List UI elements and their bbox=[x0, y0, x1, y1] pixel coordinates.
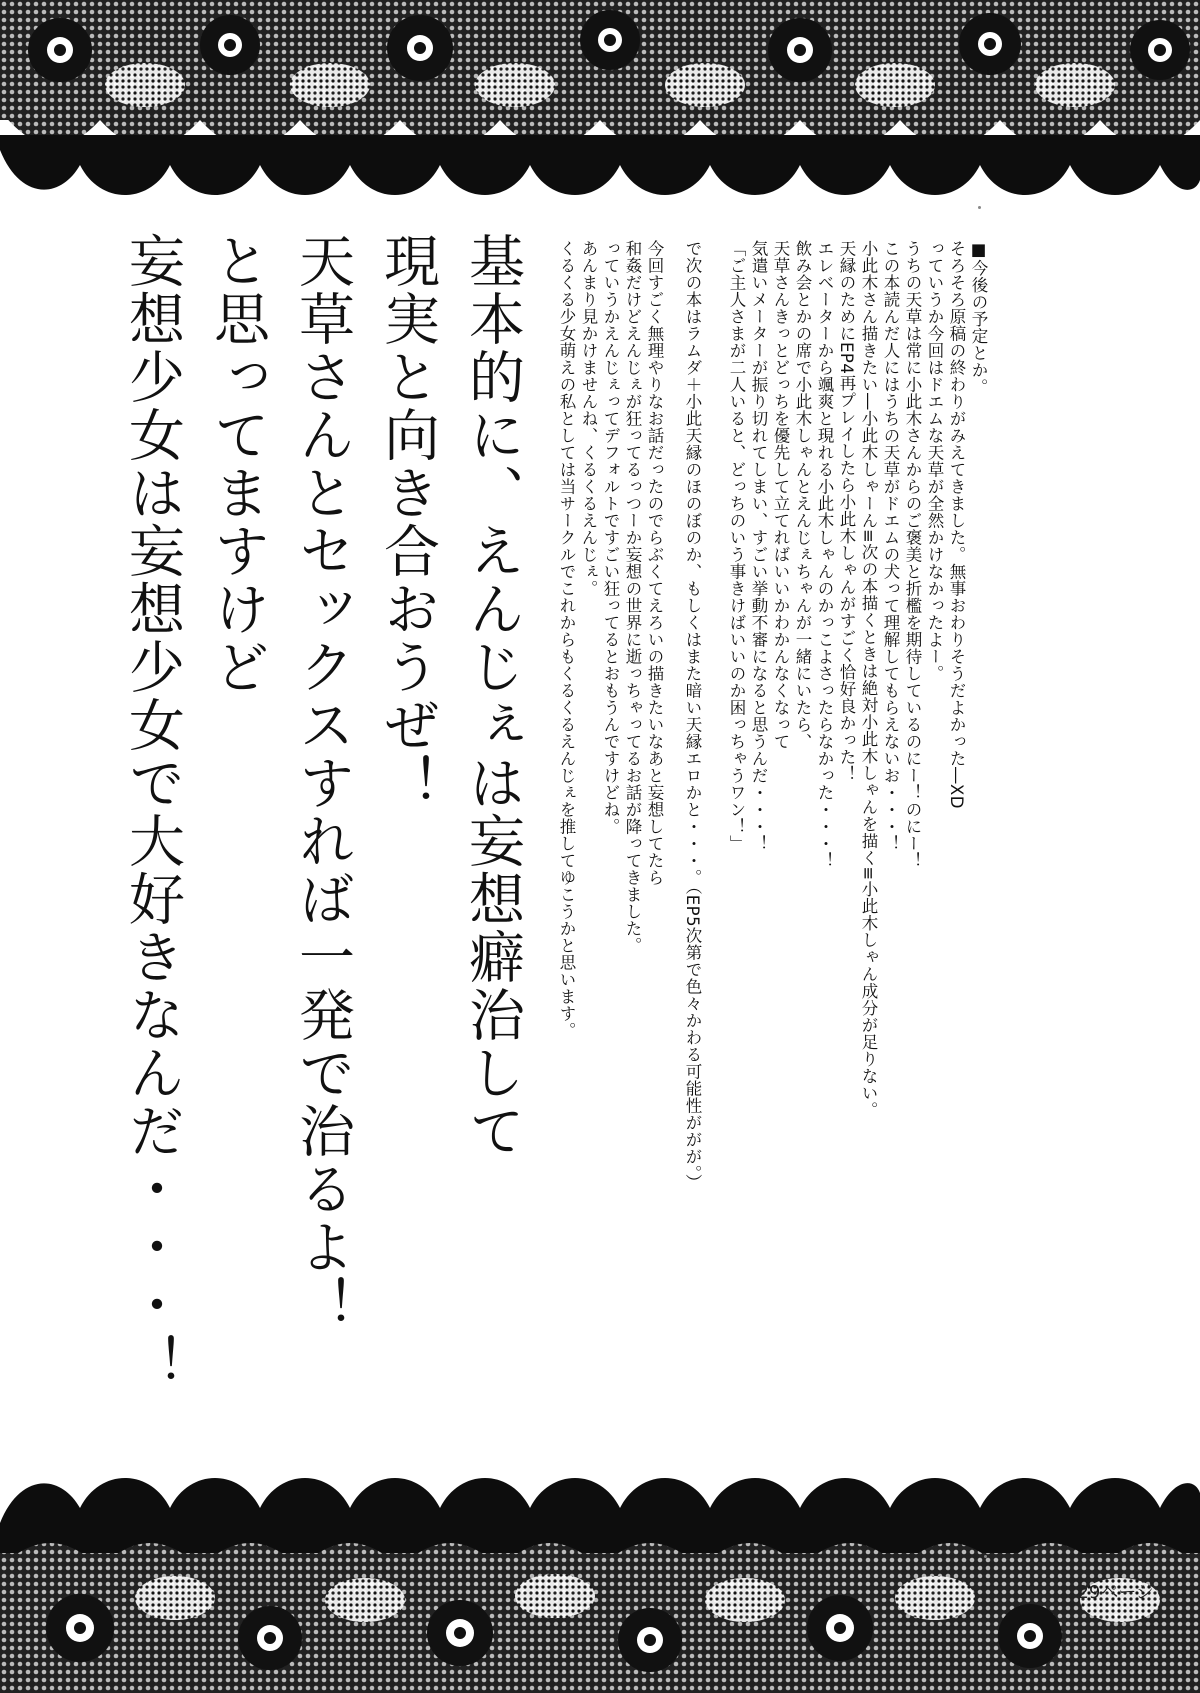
closing-line: 基本的に、えんじぇは妄想癖治して bbox=[460, 232, 525, 1160]
notes-line: 天縁のためにEP4再プレイしたら小此木しゃんがすごく恰好良かった！ bbox=[837, 240, 856, 783]
notes-line: っていうか今回はドエムな天草が全然かけなかったよー。 bbox=[925, 240, 944, 682]
notes-line: くるくる少女萌えの私としては当サークルでこれからもくるくるえんじぇを推してゆこうかと思います。 bbox=[557, 240, 576, 1039]
notes-line: エレベーターから颯爽と現れる小此木しゃんのかっこよさったらなかった・・・！ bbox=[815, 240, 834, 869]
notes-line: 「ご主人さまが二人いると、どっちのいう事きけばいいのか困っちゃうワン！」 bbox=[727, 240, 746, 852]
closing-line: 現実と向き合おうぜ！ bbox=[375, 232, 440, 812]
notes-line: 天草さんきっとどっちを優先して立てればいいかわかんなくなって bbox=[771, 240, 790, 750]
closing-line: と思ってますけど bbox=[205, 232, 270, 696]
notes-line: で次の本はラムダ＋小此天縁のほのぼのか、もしくはまた暗い天縁エロかと・・・。（EP5次第で色々かわる可能性ががが。） bbox=[683, 240, 702, 1191]
notes-line: あんまり見かけませんね、くるくるえんじぇ。 bbox=[579, 240, 598, 597]
notes-line: ■今後の予定とか。 bbox=[969, 240, 988, 396]
notes-line: うちの天草は常に小此木さんからのご褒美と折檻を期待しているのにー！のにー！ bbox=[903, 240, 922, 869]
notes-line: そろそろ原稿の終わりがみえてきました。無事おわりそうだよかった―XD bbox=[947, 240, 966, 810]
notes-line: 気遣いメーターが振り切れてしまい、すごい挙動不審になると思うんだ・・・！ bbox=[749, 240, 768, 852]
notes-line: 小此木さん描きたい―小此木しゃーん≡次の本描くときは絶対小此木しゃんを描く≡小此木しゃん成分が足りない。 bbox=[859, 240, 878, 1119]
notes-line: 今回すごく無理やりなお話だったのでらぶくてえろいの描きたいなあと妄想してたら bbox=[645, 240, 664, 886]
notes-line: っていうかえんじぇってデフォルトですごい狂ってるとおもうんですけどね。 bbox=[601, 240, 620, 835]
speck bbox=[984, 1555, 987, 1558]
notes-line: 和姦だけどえんじぇが狂ってるっつーか妄想の世界に逝っちゃってるお話が降ってきました。 bbox=[623, 240, 642, 954]
notes-line: 飲み会とかの席で小此木しゃんとえんじぇちゃんが一緒にいたら、 bbox=[793, 240, 812, 750]
closing-line: 天草さんとセックスすれば一発で治るよ！ bbox=[290, 232, 355, 1334]
speck bbox=[978, 206, 981, 209]
notes-line: この本読んだ人にはうちの天草がドエムの犬って理解してもらえないお・・・！ bbox=[881, 240, 900, 852]
closing-line: 妄想少女は妄想少女で大好きなんだ・・・！ bbox=[120, 232, 185, 1392]
page-number: 29ページ bbox=[1077, 1582, 1154, 1603]
